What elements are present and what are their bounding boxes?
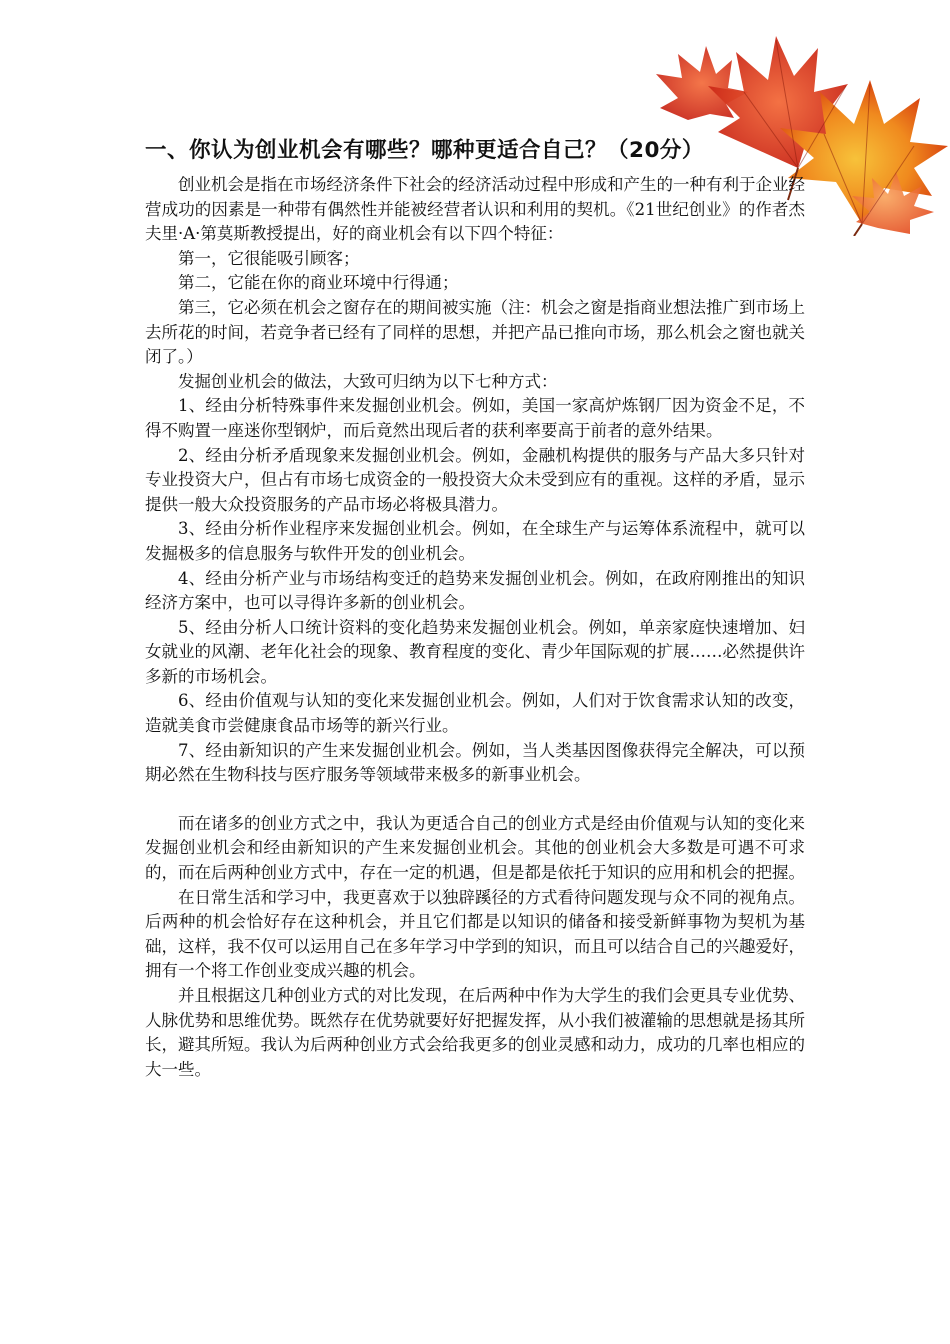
paragraph: 6、经由价值观与认知的变化来发掘创业机会。例如，人们对于饮食需求认知的改变，造就美食市尝健康食品市场等的新兴行业。 <box>145 691 805 736</box>
paragraph: 创业机会是指在市场经济条件下社会的经济活动过程中形成和产生的一种有利于企业经营成功的因素是一种带有偶然性并能被经营者认识和利用的契机。《21世纪创业》的作者杰夫里·A·第莫斯教授提出，好的商业机会有以下四个特征： <box>145 175 805 244</box>
paragraph: 5、经由分析人口统计资料的变化趋势来发掘创业机会。例如，单亲家庭快速增加、妇女就业的风潮、老年化社会的现象、教育程度的变化、青少年国际观的扩展……必然提供许多新的市场机会。 <box>145 617 805 686</box>
paragraph: 7、经由新知识的产生来发掘创业机会。例如，当人类基因图像获得完全解决，可以预期必然在生物科技与医疗服务等领域带来极多的新事业机会。 <box>145 740 805 785</box>
paragraph: 而在诸多的创业方式之中，我认为更适合自己的创业方式是经由价值观与认知的变化来发掘创业机会和经由新知识的产生来发掘创业机会。其他的创业机会大多数是可遇不可求的，而在后两种创业方式中，存在一定的机遇，但是都是依托于知识的应用和机会的把握。 <box>145 813 805 883</box>
paragraph: 发掘创业机会的做法，大致可归纳为以下七种方式： <box>178 371 558 391</box>
paragraph: 第一，它很能吸引顾客； <box>178 248 360 268</box>
paragraph: 在日常生活和学习中，我更喜欢于以独辟蹊径的方式看待问题发现与众不同的视角点。后两种的机会恰好存在这种机会，并且它们都是以知识的储备和接受新鲜事物为契机为基础，这样，我不仅可以运用自己在多年学习中学到的知识，而且可以结合自己的兴趣爱好，拥有一个将工作创业变成兴趣的机会。 <box>145 887 805 981</box>
paragraph: 4、经由分析产业与市场结构变迁的趋势来发掘创业机会。例如，在政府刚推出的知识经济方案中，也可以寻得许多新的创业机会。 <box>145 568 805 613</box>
paragraph: 第二，它能在你的商业环境中行得通； <box>178 273 459 293</box>
paragraph: 第三，它必须在机会之窗存在的期间被实施（注：机会之窗是指商业想法推广到市场上去所花的时间，若竞争者已经有了同样的思想，并把产品已推向市场，那么机会之窗也就关闭了。） <box>145 297 805 367</box>
paragraph-spacer <box>145 788 805 812</box>
paragraph: 2、经由分析矛盾现象来发掘创业机会。例如，金融机构提供的服务与产品大多只针对专业投资大户，但占有市场七成资金的一般投资大众未受到应有的重视。这样的矛盾，显示提供一般大众投资服务的产品市场必将极具潜力。 <box>145 445 805 514</box>
paragraph: 3、经由分析作业程序来发掘创业机会。例如，在全球生产与运筹体系流程中，就可以发掘极多的信息服务与软件开发的创业机会。 <box>145 519 805 563</box>
question-title: 一、你认为创业机会有哪些？哪种更适合自己？（20分） <box>145 138 704 163</box>
paragraph: 并且根据这几种创业方式的对比发现，在后两种中作为大学生的我们会更具专业优势、人脉优势和思维优势。既然存在优势就要好好把握发挥，从小我们被灌输的思想就是扬其所长，避其所短。我认为后两种创业方式会给我更多的创业灵感和动力，成功的几率也相应的大一些。 <box>145 986 805 1079</box>
paragraph: 1、经由分析特殊事件来发掘创业机会。例如，美国一家高炉炼钢厂因为资金不足，不得不购置一座迷你型钢炉，而后竟然出现后者的获利率要高于前者的意外结果。 <box>145 396 805 440</box>
document-body <box>145 135 805 1082</box>
